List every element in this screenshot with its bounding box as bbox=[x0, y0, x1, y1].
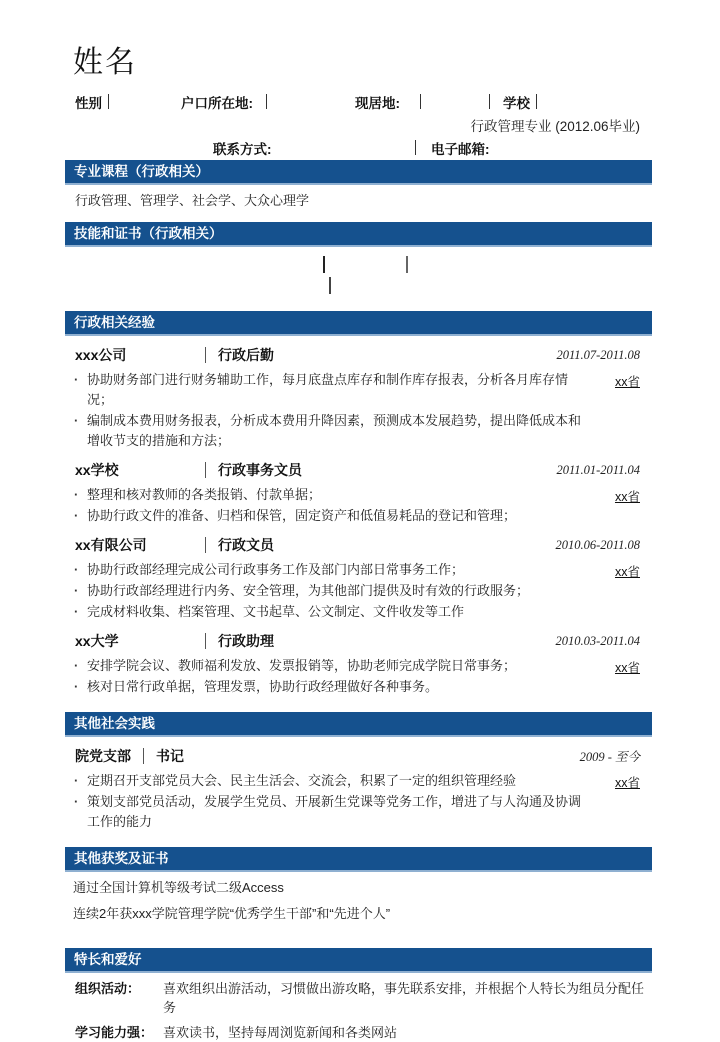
divider bbox=[536, 94, 537, 109]
entry-role: 行政后勤 bbox=[218, 347, 274, 363]
gender-label bbox=[75, 92, 102, 112]
residence-label bbox=[355, 92, 400, 112]
hobby-label: 组织活动： bbox=[75, 981, 141, 996]
section-header-awards: 其他获奖及证书 bbox=[65, 847, 652, 872]
entry-location-link[interactable]: xx省 bbox=[614, 490, 640, 504]
hobby-item bbox=[65, 1023, 652, 1042]
skills-placeholder bbox=[65, 251, 652, 297]
bullet-item: · 协助行政部经理完成公司行政事务工作及部门内部日常事务工作； bbox=[87, 560, 586, 580]
major-line: 行政管理专业 (2012.06毕业) bbox=[470, 119, 640, 134]
divider bbox=[489, 94, 490, 109]
entry-date: 2009 - 至今 bbox=[579, 750, 640, 764]
personal-info bbox=[65, 88, 652, 160]
entry-title-row bbox=[65, 533, 652, 557]
section-header-skills: 技能和证书（行政相关） bbox=[65, 222, 652, 247]
hobby-desc: 喜欢读书，坚持每周浏览新闻和各类网站 bbox=[163, 1025, 398, 1040]
household-label bbox=[181, 92, 253, 112]
divider bbox=[205, 633, 206, 649]
resume-body bbox=[65, 0, 652, 1042]
entry-date: 2010.03-2011.04 bbox=[555, 633, 640, 648]
divider bbox=[266, 94, 267, 109]
contact-label bbox=[213, 138, 272, 158]
hobby-desc: 喜欢组织出游活动，习惯做出游攻略，事先联系安排，并根据个人特长为组员分配任务 bbox=[163, 981, 645, 1015]
bullet-item: · 编制成本费用财务报表，分析成本费用升降因素，预测成本发展趋势，提出降低成本和增收节支的措施和方法； bbox=[87, 411, 586, 451]
courses-content: 行政管理、管理学、社会学、大众心理学 bbox=[75, 193, 310, 208]
divider bbox=[205, 347, 206, 363]
social-entry bbox=[65, 744, 652, 832]
entry-date: 2010.06-2011.08 bbox=[555, 537, 640, 552]
entry-org: xx大学 bbox=[75, 633, 119, 649]
placeholder-divider bbox=[323, 256, 325, 273]
entry-bullets bbox=[65, 560, 652, 622]
entry-date: 2011.01-2011.04 bbox=[556, 462, 640, 477]
section-header-social: 其他社会实践 bbox=[65, 712, 652, 737]
divider bbox=[143, 748, 144, 764]
bullet-item: · 定期召开支部党员大会、民主生活会、交流会，积累了一定的组织管理经验 bbox=[87, 771, 586, 791]
entry-location-link[interactable]: xx省 bbox=[614, 565, 640, 579]
entry-role: 行政事务文员 bbox=[218, 462, 302, 478]
entry-org: xxx公司 bbox=[75, 347, 127, 363]
bullet-item: · 完成材料收集、档案管理、文书起草、公文制定、文件收发等工作 bbox=[87, 602, 586, 622]
entry-org: xx有限公司 bbox=[75, 537, 147, 553]
entry-date: 2011.07-2011.08 bbox=[556, 347, 640, 362]
household-label-text: 户口所在地: bbox=[181, 96, 253, 111]
entry-title-row bbox=[65, 458, 652, 482]
entry-bullets bbox=[65, 656, 652, 697]
email-label-text: 电子邮箱: bbox=[431, 142, 490, 157]
bullet-item: · 整理和核对教师的各类报销、付款单据； bbox=[87, 485, 586, 505]
entry-role: 书记 bbox=[156, 748, 184, 764]
divider bbox=[205, 462, 206, 478]
award-line: 通过全国计算机等级考试二级Access bbox=[73, 880, 284, 895]
divider bbox=[205, 537, 206, 553]
contact-label-text: 联系方式: bbox=[213, 142, 272, 157]
entry-location-link[interactable]: xx省 bbox=[614, 776, 640, 790]
entry-role: 行政助理 bbox=[218, 633, 274, 649]
entry-title-row bbox=[65, 744, 652, 768]
hobby-item bbox=[65, 979, 652, 1017]
entry-location-link[interactable]: xx省 bbox=[614, 661, 640, 675]
entry-org: 院党支部 bbox=[75, 748, 131, 764]
placeholder-divider bbox=[329, 277, 331, 294]
entry-bullets bbox=[65, 485, 652, 526]
entry-location-link[interactable]: xx省 bbox=[614, 375, 640, 389]
email-label bbox=[431, 138, 490, 158]
section-header-courses: 专业课程（行政相关） bbox=[65, 160, 652, 185]
entry-bullets bbox=[65, 370, 652, 451]
bullet-item: · 协助行政部经理进行内务、安全管理，为其他部门提供及时有效的行政服务； bbox=[87, 581, 586, 601]
experience-entry bbox=[65, 533, 652, 622]
residence-label-text: 现居地: bbox=[355, 96, 400, 111]
entry-org: xx学校 bbox=[75, 462, 119, 478]
bullet-item: · 安排学院会议、教师福利发放、发票报销等，协助老师完成学院日常事务； bbox=[87, 656, 586, 676]
divider bbox=[420, 94, 421, 109]
experience-entry bbox=[65, 343, 652, 451]
entry-bullets bbox=[65, 771, 652, 832]
experience-entry bbox=[65, 458, 652, 526]
school-label bbox=[503, 92, 530, 112]
gender-label-text: 性别 bbox=[75, 96, 102, 111]
experience-entry bbox=[65, 629, 652, 697]
entry-title-row bbox=[65, 343, 652, 367]
hobby-label: 学习能力强： bbox=[75, 1025, 154, 1040]
bullet-item: · 协助行政文件的准备、归档和保管，固定资产和低值易耗品的登记和管理； bbox=[87, 506, 586, 526]
entry-role: 行政文员 bbox=[218, 537, 274, 553]
entry-title-row bbox=[65, 629, 652, 653]
candidate-name: 姓名 bbox=[73, 46, 137, 79]
bullet-item: · 协助财务部门进行财务辅助工作，每月底盘点库存和制作库存报表，分析各月库存情况； bbox=[87, 370, 586, 410]
divider bbox=[108, 94, 109, 109]
award-line: 连续2年获xxx学院管理学院“优秀学生干部”和“先进个人” bbox=[73, 906, 391, 921]
bullet-item: · 核对日常行政单据，管理发票，协助行政经理做好各种事务。 bbox=[87, 677, 586, 697]
placeholder-divider bbox=[406, 256, 408, 273]
section-header-hobbies: 特长和爱好 bbox=[65, 948, 652, 973]
bullet-item: · 策划支部党员活动，发展学生党员、开展新生党课等党务工作，增进了与人沟通及协调工作的能力 bbox=[87, 792, 586, 832]
divider bbox=[415, 140, 416, 155]
school-label-text: 学校 bbox=[503, 96, 530, 111]
section-header-experience: 行政相关经验 bbox=[65, 311, 652, 336]
